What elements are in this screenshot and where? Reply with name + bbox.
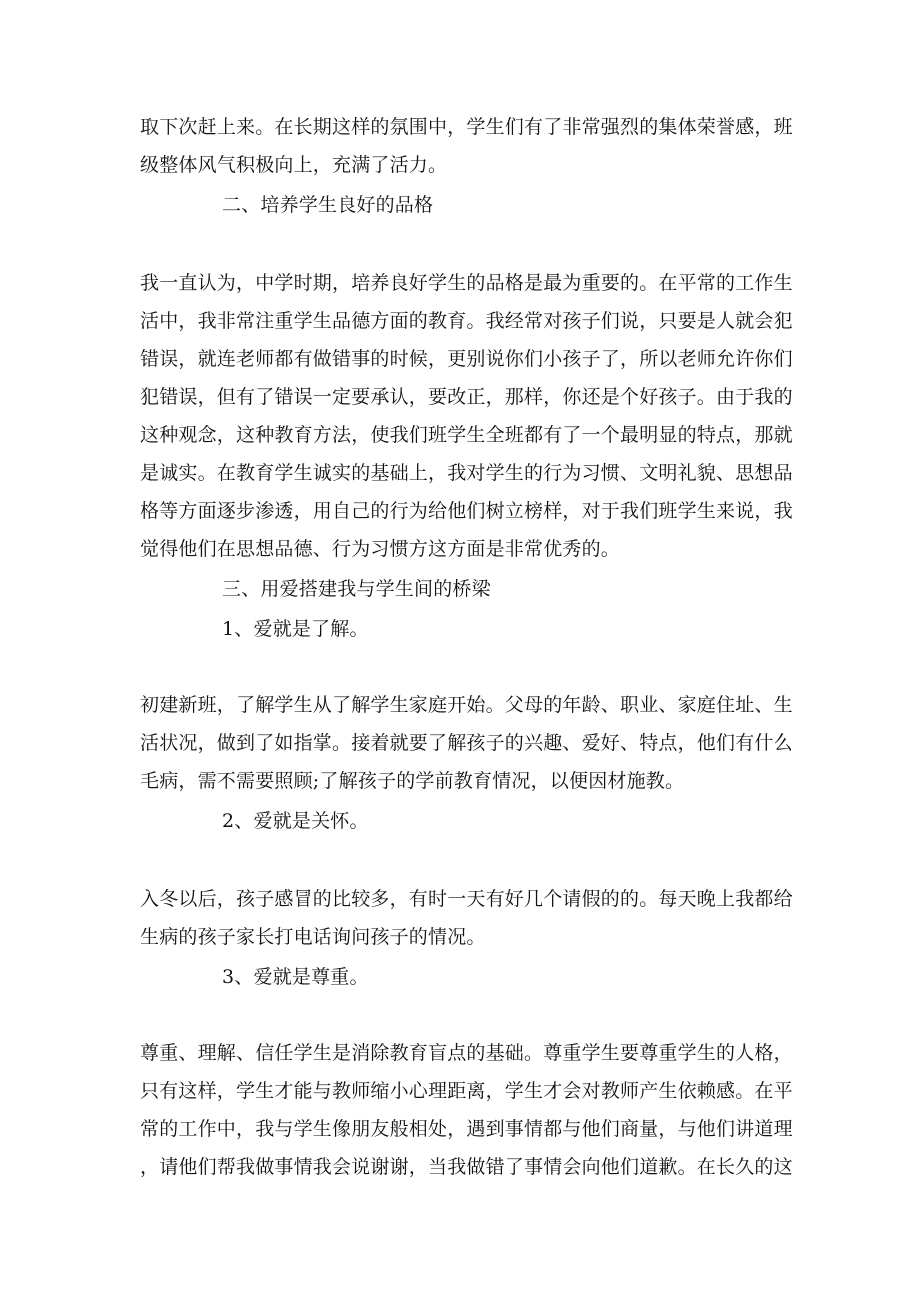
- paragraph-line: 活状况，做到了如指掌。接着就要了解孩子的兴趣、爱好、特点，他们有什么: [140, 732, 793, 754]
- subsection-heading: 1、爱就是了解。: [222, 618, 369, 640]
- paragraph-line: 级整体风气积极向上，充满了活力。: [140, 154, 448, 176]
- paragraph-line: 我一直认为，中学时期，培养良好学生的品格是最为重要的。在平常的工作生: [140, 272, 793, 294]
- paragraph-line: 只有这样，学生才能与教师缩小心理距离，学生才会对教师产生依赖感。在平: [140, 1080, 793, 1102]
- paragraph-line: 这种观念，这种教育方法，使我们班学生全班都有了一个最明显的特点，那就: [140, 424, 793, 446]
- paragraph-line: ，请他们帮我做事情我会说谢谢，当我做错了事情会向他们道歉。在长久的这: [140, 1156, 793, 1178]
- paragraph-line: 是诚实。在教育学生诚实的基础上，我对学生的行为习惯、文明礼貌、思想品: [140, 462, 793, 484]
- paragraph-line: 尊重、理解、信任学生是消除教育盲点的基础。尊重学生要尊重学生的人格，: [140, 1042, 793, 1064]
- paragraph-line: 入冬以后，孩子感冒的比较多，有时一天有好几个请假的的。每天晚上我都给: [140, 888, 793, 910]
- paragraph-line: 格等方面逐步渗透，用自己的行为给他们树立榜样，对于我们班学生来说，我: [140, 500, 793, 522]
- subsection-heading: 3、爱就是尊重。: [222, 966, 369, 988]
- paragraph-line: 取下次赶上来。在长期这样的氛围中，学生们有了非常强烈的集体荣誉感，班: [140, 116, 793, 138]
- paragraph-line: 初建新班，了解学生从了解学生家庭开始。父母的年龄、职业、家庭住址、生: [140, 694, 793, 716]
- section-heading: 二、培养学生良好的品格: [222, 194, 434, 216]
- paragraph-line: 生病的孩子家长打电话询问孩子的情况。: [140, 926, 486, 948]
- subsection-heading: 2、爱就是关怀。: [222, 810, 369, 832]
- paragraph-line: 错误，就连老师都有做错事的时候，更别说你们小孩子了，所以老师允许你们: [140, 348, 793, 370]
- section-heading: 三、用爱搭建我与学生间的桥梁: [222, 578, 491, 600]
- paragraph-line: 常的工作中，我与学生像朋友般相处，遇到事情都与他们商量，与他们讲道理: [140, 1118, 793, 1140]
- paragraph-line: 犯错误，但有了错误一定要承认，要改正，那样，你还是个好孩子。由于我的: [140, 386, 793, 408]
- paragraph-line: 毛病，需不需要照顾;了解孩子的学前教育情况，以便因材施教。: [140, 770, 685, 792]
- paragraph-line: 觉得他们在思想品德、行为习惯方这方面是非常优秀的。: [140, 538, 621, 560]
- paragraph-line: 活中，我非常注重学生品德方面的教育。我经常对孩子们说，只要是人就会犯: [140, 310, 793, 332]
